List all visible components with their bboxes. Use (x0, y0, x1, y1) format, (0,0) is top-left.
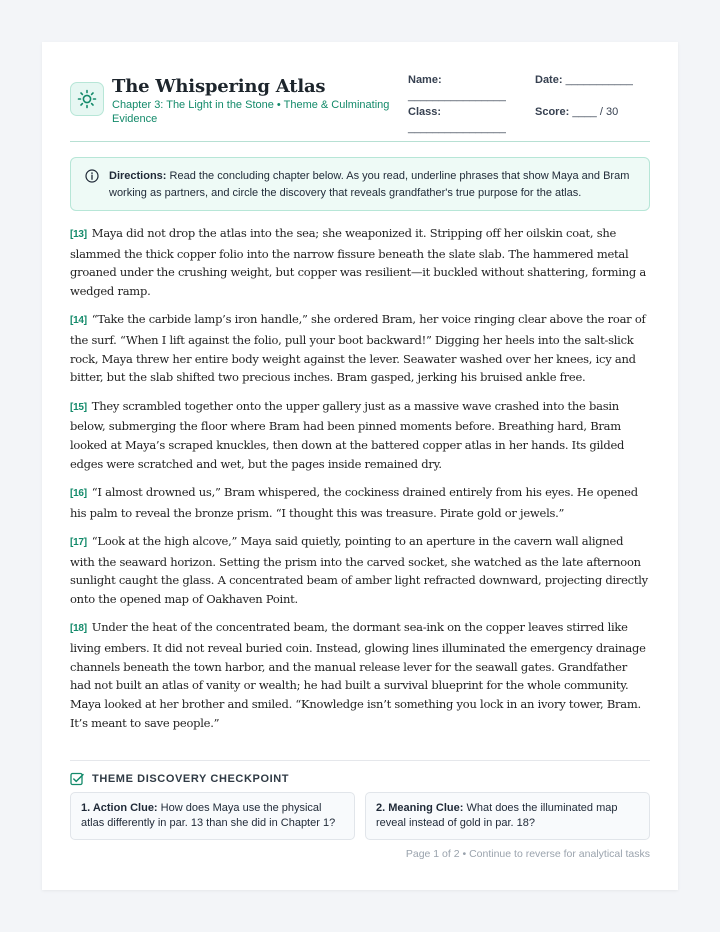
class-label: Class: (408, 106, 442, 118)
page-title: The Whispering Atlas (112, 76, 326, 97)
paragraph-body: They scrambled together onto the upper gallery just as a massive wave crashed into the basin below, submerging the floor where Bram had been pinned moments before. Breathing hard, Bram looked at Maya’s scraped knuckles, then down at the battered copper atlas in her hands. Its gilded edges were scratched and wet, but the pages inside remained dry. (70, 398, 625, 471)
directions-text (109, 168, 639, 202)
paragraph-14 (70, 310, 650, 387)
paragraph-number: [16] (70, 487, 87, 499)
paragraph-body: Maya did not drop the atlas into the sea; she weaponized it. Stripping off her oilskin coat, she slammed the thick copper folio into the narrow fissure beneath the slate slab. The hammered metal groaned under the crushing weight, but copper was resilient—it buckled without shattering, forming a wedged ramp. (70, 226, 646, 299)
card-label: 1. Action Clue: (81, 802, 158, 814)
paragraph-number: [13] (70, 229, 87, 240)
paragraph-body: Under the heat of the concentrated beam, the dormant sea-ink on the copper leaves stirred like living embers. It did not reveal buried coin. Instead, glowing lines illuminated the emergency drainage channels beneath the town harbor, and the manual release lever for the seawall gates. Grandfather had not built an atlas of vanity or wealth; he had built a survival blueprint for the whole community. Maya looked at her brother and smiled. “Knowledge isn’t something you lock in an ivory tower, Bram. It’s meant to save people.” (70, 620, 646, 730)
paragraph-number: [17] (70, 536, 87, 548)
name-blank: ________________ (408, 90, 506, 102)
paragraph-number: [14] (70, 315, 87, 327)
date-label: Date: (535, 74, 563, 86)
score-field[interactable] (535, 104, 650, 120)
checkpoint-card-action-clue (70, 792, 355, 840)
name-field[interactable] (408, 72, 518, 104)
page-footer: Page 1 of 2 • Continue to reverse for analytical tasks (405, 848, 650, 860)
checkpoint-title: THEME DISCOVERY CHECKPOINT (92, 773, 290, 785)
directions-body: Read the concluding chapter below. As you read, underline phrases that show Maya and Bram working as partners, and circle the discovery that reveals grandfather's true purpose for the atlas. (109, 170, 630, 199)
paragraph-16 (70, 483, 650, 522)
chapter-subtitle: Chapter 3: The Light in the Stone • Theme & Culminating Evidence (112, 99, 390, 125)
card-question: What does the illuminated map reveal instead of gold in par. 18? (376, 802, 618, 829)
paragraph-body: “Look at the high alcove,” Maya said quietly, pointing to an aperture in the cavern wall aligned with the seaward horizon. Setting the prism into the carved socket, she watched as the late afternoon sunlight caught the glass. A concentrated beam of amber light refracted downward, projecting directly onto the opened map of Oakhaven Point. (70, 533, 648, 606)
paragraph-number: [15] (70, 401, 87, 413)
paragraph-body: “I almost drowned us,” Bram whispered, the cockiness drained entirely from his eyes. He opened his palm to reveal the bronze prism. “I thought this was treasure. Pirate gold or jewels.” (70, 484, 638, 520)
header-divider (70, 141, 650, 142)
paragraph-body: “Take the carbide lamp’s iron handle,” she ordered Bram, her voice ringing clear above the roar of the surf. “When I lift against the folio, pull your boot backward!” Digging her heels into the salt-slick rock, Maya threw her entire body weight against the lever. Seawater washed over her knees, icy and bitter, but the slab shifted two precious inches. Bram gasped, jerking his bruised ankle free. (70, 312, 646, 385)
date-field[interactable] (535, 72, 650, 88)
directions-label: Directions: (109, 170, 167, 182)
info-icon (85, 169, 99, 188)
card-question: How does Maya use the physical atlas differently in par. 13 than she did in Chapter 1? (81, 802, 336, 829)
card-label: 2. Meaning Clue: (376, 802, 464, 814)
name-label: Name: (408, 74, 442, 86)
class-field[interactable] (408, 104, 518, 136)
directions-box (70, 157, 650, 211)
checkpoint-card-meaning-clue (365, 792, 650, 840)
paragraph-17 (70, 532, 650, 609)
worksheet-page (42, 42, 678, 890)
checkpoint-divider (70, 760, 650, 761)
worksheet-header (70, 72, 650, 142)
score-blank: ____ / 30 (572, 106, 619, 118)
paragraph-18 (70, 618, 650, 732)
paragraph-15 (70, 397, 650, 474)
date-blank: ___________ (565, 74, 633, 86)
score-label: Score: (535, 106, 570, 118)
student-info-fields (408, 72, 650, 136)
class-blank: ________________ (408, 122, 506, 134)
paragraph-number: [18] (70, 623, 87, 635)
checkbox-icon (70, 772, 84, 791)
paragraph-13 (70, 224, 650, 301)
sun-icon (70, 82, 104, 116)
story-text (70, 224, 650, 742)
